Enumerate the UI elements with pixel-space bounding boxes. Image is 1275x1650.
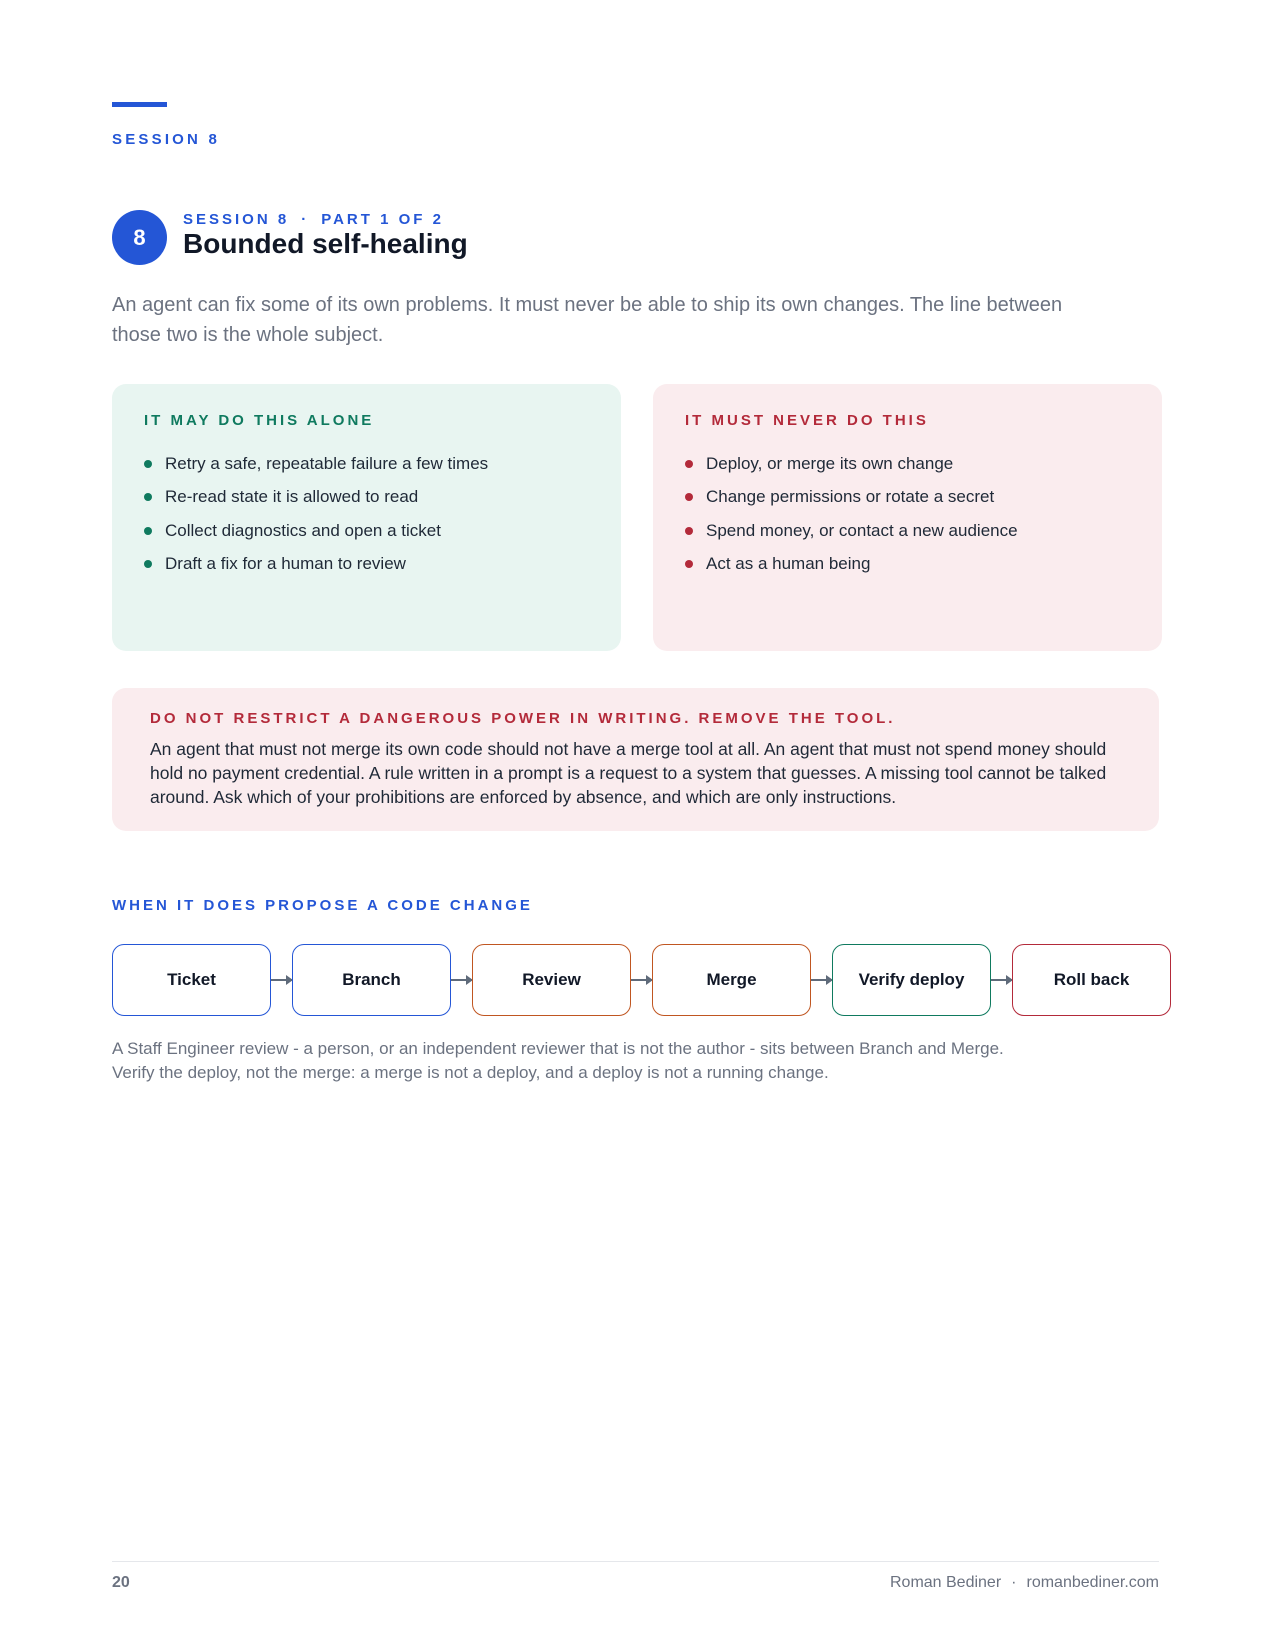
page-title: Bounded self-healing [183,228,468,259]
list-item: Collect diagnostics and open a ticket [144,514,589,547]
flow-note-line-1: A Staff Engineer review - a person, or an independent reviewer that is not the author - sits between Branch and Merge. [112,1039,1004,1058]
may-do-alone-list [144,447,589,580]
arrow-right-icon [271,979,292,981]
lead-paragraph: An agent can fix some of its own problems. It must never be able to ship its own changes. The line between those two is the whole subject. [112,294,1063,346]
must-never-list [685,447,1130,580]
footer-credit [890,1574,1159,1592]
list-item: Act as a human being [685,547,1130,580]
callout-heading: DO NOT RESTRICT A DANGEROUS POWER IN WRITING. REMOVE THE TOOL. [150,710,896,727]
flow-step-verify-deploy: Verify deploy [832,944,991,1016]
must-never-card [653,384,1162,651]
list-item: Retry a safe, repeatable failure a few times [144,447,589,480]
footer-website: romanbediner.com [1026,1574,1159,1591]
footer-separator: · [1011,1574,1017,1591]
flow-label: WHEN IT DOES PROPOSE A CODE CHANGE [112,897,533,914]
list-item: Deploy, or merge its own change [685,447,1130,480]
flow-note [112,1037,1172,1085]
remove-the-tool-callout [112,688,1159,831]
arrow-right-icon [451,979,472,981]
session-number-badge: 8 [112,210,167,265]
kicker-session: SESSION 8 [183,211,290,228]
flow-step-merge: Merge [652,944,811,1016]
flow-note-line-2: Verify the deploy, not the merge: a merge is not a deploy, and a deploy is not a running change. [112,1063,829,1082]
flow-step-review: Review [472,944,631,1016]
may-do-alone-card [112,384,621,651]
callout-body: An agent that must not merge its own code should not have a merge tool at all. An agent that must not spend money should hold no payment credential. A rule written in a prompt is a request to a system that guesses. A missing tool cannot be talked around. Ask which of your prohibitions are enforced by absence, and which are only instructions. [150,739,1107,807]
kicker-separator: · [301,211,310,228]
flow-step-roll-back: Roll back [1012,944,1171,1016]
flow-step-ticket: Ticket [112,944,271,1016]
arrow-right-icon [811,979,832,981]
list-item: Draft a fix for a human to review [144,547,589,580]
code-change-flow [112,944,1164,1016]
list-item: Spend money, or contact a new audience [685,514,1130,547]
footer-divider [112,1561,1159,1562]
header-accent-rule [112,102,167,107]
session-kicker [183,211,444,228]
arrow-right-icon [631,979,652,981]
may-do-alone-heading: IT MAY DO THIS ALONE [144,412,375,429]
must-never-heading: IT MUST NEVER DO THIS [685,412,929,429]
list-item: Change permissions or rotate a secret [685,480,1130,513]
list-item: Re-read state it is allowed to read [144,480,589,513]
section-eyebrow: SESSION 8 [112,131,220,148]
footer-author: Roman Bediner [889,1574,1002,1591]
kicker-part: PART 1 OF 2 [321,211,444,228]
flow-step-branch: Branch [292,944,451,1016]
page-number: 20 [112,1574,130,1591]
arrow-right-icon [991,979,1012,981]
